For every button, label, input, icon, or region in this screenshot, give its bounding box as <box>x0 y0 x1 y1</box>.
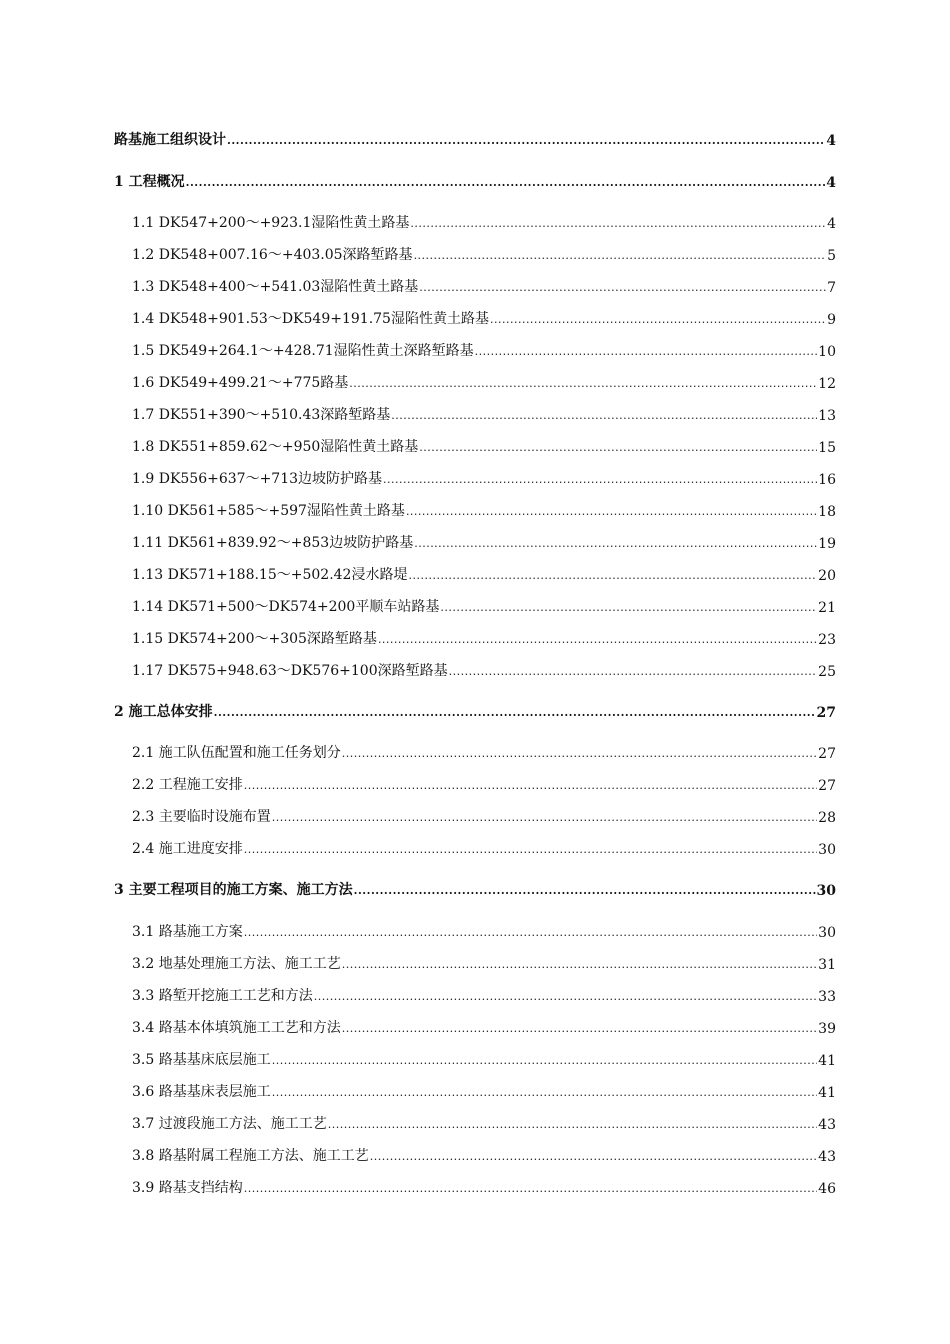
toc-entry-title: 2.3 主要临时设施布置 <box>132 809 271 825</box>
toc-entry[interactable] <box>132 985 836 1005</box>
toc-entry[interactable] <box>132 628 836 648</box>
toc-entry-title: 3 主要工程项目的施工方案、施工方法 <box>114 882 353 898</box>
toc-entry[interactable] <box>132 404 836 424</box>
toc-entry[interactable] <box>114 171 836 191</box>
toc-entry[interactable] <box>132 276 836 296</box>
toc-entry[interactable] <box>132 596 836 616</box>
toc-entry-title: 1.6 DK549+499.21～+775路基 <box>132 375 349 391</box>
dot-leader <box>419 439 817 453</box>
toc-entry[interactable] <box>132 340 836 360</box>
toc-entry-page-number: 43 <box>818 1149 836 1165</box>
toc-entry-title: 3.8 路基附属工程施工方法、施工工艺 <box>132 1148 369 1164</box>
toc-entry-page-number: 18 <box>818 504 836 520</box>
dot-leader <box>383 471 817 485</box>
toc-entry-page-number: 7 <box>827 280 836 296</box>
toc-entry[interactable] <box>132 1017 836 1037</box>
dot-leader <box>449 663 818 677</box>
toc-entry[interactable] <box>132 500 836 520</box>
toc-entry-title: 3.1 路基施工方案 <box>132 924 243 940</box>
dot-leader <box>378 631 817 645</box>
dot-leader <box>328 1116 817 1130</box>
toc-entry-page-number: 30 <box>818 925 836 941</box>
dot-leader <box>419 279 826 293</box>
dot-leader <box>414 247 827 261</box>
toc-entry-title: 3.6 路基基床表层施工 <box>132 1084 271 1100</box>
toc-entry-page-number: 30 <box>818 842 836 858</box>
toc-entry-page-number: 4 <box>826 133 836 149</box>
toc-entry-page-number: 4 <box>827 216 836 232</box>
dot-leader <box>342 956 817 970</box>
toc-entry-page-number: 20 <box>818 568 836 584</box>
toc-entry[interactable] <box>132 921 836 941</box>
toc-entry-page-number: 19 <box>818 536 836 552</box>
dot-leader <box>186 174 826 188</box>
toc-entry-title: 2 施工总体安排 <box>114 704 213 720</box>
dot-leader <box>244 841 817 855</box>
toc-entry-page-number: 12 <box>818 376 836 392</box>
toc-entry-page-number: 27 <box>818 778 836 794</box>
toc-entry[interactable] <box>132 660 836 680</box>
toc-entry[interactable] <box>132 308 836 328</box>
toc-entry[interactable] <box>132 244 836 264</box>
toc-entry-page-number: 41 <box>818 1085 836 1101</box>
toc-entry-title: 1.11 DK561+839.92～+853边坡防护路基 <box>132 535 414 551</box>
toc-entry[interactable] <box>132 468 836 488</box>
toc-entry-page-number: 25 <box>818 664 836 680</box>
toc-entry[interactable] <box>132 532 836 552</box>
dot-leader <box>244 777 817 791</box>
toc-entry-title: 1.7 DK551+390～+510.43深路堑路基 <box>132 407 391 423</box>
toc-entry-title: 3.2 地基处理施工方法、施工工艺 <box>132 956 341 972</box>
dot-leader <box>244 1180 817 1194</box>
toc-entry[interactable] <box>132 1177 836 1197</box>
toc-entry[interactable] <box>132 372 836 392</box>
toc-entry-title: 1.5 DK549+264.1～+428.71湿陷性黄土深路堑路基 <box>132 343 474 359</box>
toc-entry-title: 路基施工组织设计 <box>114 132 226 148</box>
dot-leader <box>370 1148 817 1162</box>
toc-entry-page-number: 28 <box>818 810 836 826</box>
toc-entry-title: 1.14 DK571+500～DK574+200平顺车站路基 <box>132 599 440 615</box>
toc-entry-title: 2.2 工程施工安排 <box>132 777 243 793</box>
dot-leader <box>227 132 825 146</box>
toc-entry-page-number: 31 <box>818 957 836 973</box>
toc-entry-page-number: 41 <box>818 1053 836 1069</box>
toc-entry[interactable] <box>132 774 836 794</box>
toc-entry-page-number: 46 <box>818 1181 836 1197</box>
toc-entry-page-number: 30 <box>816 883 836 899</box>
toc-entry[interactable] <box>132 1113 836 1133</box>
toc-entry[interactable] <box>114 879 836 899</box>
toc-entry-title: 1.1 DK547+200～+923.1湿陷性黄土路基 <box>132 215 410 231</box>
dot-leader <box>408 567 817 581</box>
toc-entry[interactable] <box>132 436 836 456</box>
toc-entry[interactable] <box>132 564 836 584</box>
toc-entry[interactable] <box>132 806 836 826</box>
dot-leader <box>391 407 817 421</box>
toc-entry-page-number: 9 <box>827 312 836 328</box>
dot-leader <box>490 311 826 325</box>
toc-entry[interactable] <box>132 1145 836 1165</box>
toc-entry-page-number: 33 <box>818 989 836 1005</box>
dot-leader <box>349 375 817 389</box>
toc-entry[interactable] <box>132 212 836 232</box>
dot-leader <box>244 924 817 938</box>
toc-entry-page-number: 16 <box>818 472 836 488</box>
toc-entry-page-number: 21 <box>818 600 836 616</box>
dot-leader <box>440 599 817 613</box>
dot-leader <box>272 1052 817 1066</box>
toc-entry-title: 1.15 DK574+200～+305深路堑路基 <box>132 631 377 647</box>
toc-entry[interactable] <box>114 129 836 149</box>
toc-entry-title: 1.8 DK551+859.62～+950湿陷性黄土路基 <box>132 439 419 455</box>
toc-entry[interactable] <box>132 838 836 858</box>
dot-leader <box>475 343 818 357</box>
toc-entry[interactable] <box>132 1049 836 1069</box>
dot-leader <box>314 988 817 1002</box>
toc-entry[interactable] <box>132 1081 836 1101</box>
toc-entry-title: 2.1 施工队伍配置和施工任务划分 <box>132 745 341 761</box>
toc-entry-page-number: 23 <box>818 632 836 648</box>
toc-entry-title: 1.4 DK548+901.53～DK549+191.75湿陷性黄土路基 <box>132 311 489 327</box>
dot-leader <box>342 1020 817 1034</box>
toc-entry-title: 1.10 DK561+585～+597湿陷性黄土路基 <box>132 503 405 519</box>
toc-entry-title: 3.3 路堑开挖施工工艺和方法 <box>132 988 313 1004</box>
toc-entry-title: 1 工程概况 <box>114 174 185 190</box>
toc-entry-page-number: 43 <box>818 1117 836 1133</box>
toc-entry-title: 3.4 路基本体填筑施工工艺和方法 <box>132 1020 341 1036</box>
toc-entry[interactable] <box>114 701 836 721</box>
toc-entry-title: 3.5 路基基床底层施工 <box>132 1052 271 1068</box>
toc-entry-page-number: 5 <box>827 248 836 264</box>
toc-entry-page-number: 13 <box>818 408 836 424</box>
toc-entry-page-number: 4 <box>826 175 836 191</box>
toc-entry-title: 1.2 DK548+007.16～+403.05深路堑路基 <box>132 247 413 263</box>
toc-entry[interactable] <box>132 953 836 973</box>
toc-entry-page-number: 10 <box>818 344 836 360</box>
toc-entry-title: 1.13 DK571+188.15～+502.42浸水路堤 <box>132 567 408 583</box>
toc-entry-page-number: 27 <box>818 746 836 762</box>
dot-leader <box>272 809 817 823</box>
dot-leader <box>342 745 817 759</box>
dot-leader <box>406 503 817 517</box>
toc-entry-page-number: 15 <box>818 440 836 456</box>
dot-leader <box>410 215 826 229</box>
toc-entry-title: 2.4 施工进度安排 <box>132 841 243 857</box>
dot-leader <box>414 535 817 549</box>
toc-entry-page-number: 39 <box>818 1021 836 1037</box>
toc-entry-title: 1.3 DK548+400～+541.03湿陷性黄土路基 <box>132 279 419 295</box>
toc-entry-title: 1.17 DK575+948.63～DK576+100深路堑路基 <box>132 663 448 679</box>
dot-leader <box>272 1084 817 1098</box>
toc-entry[interactable] <box>132 742 836 762</box>
toc-entry-page-number: 27 <box>816 705 836 721</box>
toc-entry-title: 1.9 DK556+637～+713边坡防护路基 <box>132 471 383 487</box>
toc-entry-title: 3.7 过渡段施工方法、施工工艺 <box>132 1116 327 1132</box>
dot-leader <box>354 882 816 896</box>
toc-entry-title: 3.9 路基支挡结构 <box>132 1180 243 1196</box>
dot-leader <box>214 704 816 718</box>
